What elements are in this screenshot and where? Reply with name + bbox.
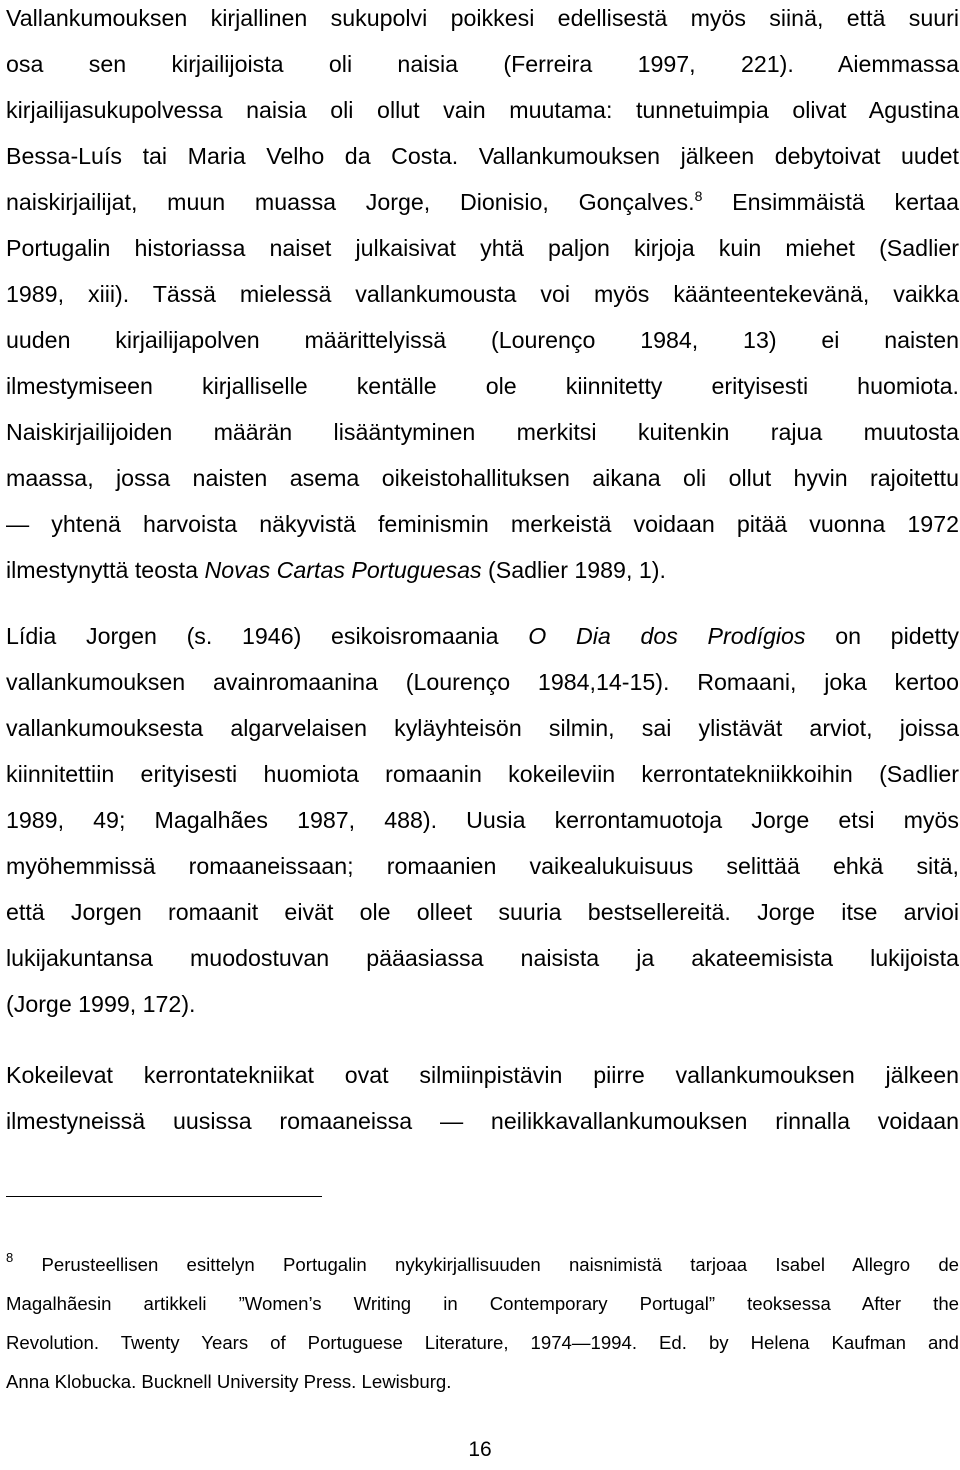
- text-span: osa sen kirjailijoista oli naisia (Ferreira 1997, 221). Aiemmassa: [6, 51, 959, 77]
- text-span: kiinnitettiin erityisesti huomiota romaanin kokeileviin kerrontatekniikkoihin (Sadlier: [6, 761, 959, 787]
- text-span: Bessa-Luís tai Maria Velho da Costa. Vallankumouksen jälkeen debytoivat uudet: [6, 143, 959, 169]
- text-line: [6, 1098, 959, 1144]
- text-span: Perusteellisen esittelyn Portugalin nykykirjallisuuden naisnimistä tarjoaa Isabel Allegro de: [13, 1254, 959, 1275]
- text-line: [6, 0, 959, 41]
- book-title: Novas Cartas Portuguesas: [204, 557, 482, 583]
- text-line: [6, 843, 959, 889]
- text-span: myöhemmissä romaaneissaan; romaanien vaikealukuisuus selittää ehkä sitä,: [6, 853, 959, 879]
- text-span: naiskirjailijat, muun muassa Jorge, Dionisio, Gonçalves.: [6, 189, 695, 215]
- text-line: [6, 133, 959, 179]
- footnote-separator: [6, 1196, 322, 1197]
- page-number: 16: [468, 1438, 492, 1461]
- text-span: kirjailijasukupolvessa naisia oli ollut vain muutama: tunnetuimpia olivat Agustina: [6, 97, 959, 123]
- text-span: 1989, 49; Magalhães 1987, 488). Uusia kerrontamuotoja Jorge etsi myös: [6, 807, 959, 833]
- text-line: [6, 935, 959, 981]
- text-span: — yhtenä harvoista näkyvistä feminismin merkeistä voidaan pitää vuonna 1972: [6, 511, 959, 537]
- text-line: [6, 1052, 959, 1098]
- text-line: [6, 797, 959, 843]
- text-line: [6, 87, 959, 133]
- text-span: (Jorge 1999, 172).: [6, 991, 196, 1017]
- text-span: että Jorgen romaanit eivät ole olleet suuria bestsellereitä. Jorge itse arvioi: [6, 899, 959, 925]
- text-line: [6, 1323, 959, 1362]
- text-line: [6, 317, 959, 363]
- text-span: Portugalin historiassa naiset julkaisivat yhtä paljon kirjoja kuin miehet (Sadlier: [6, 235, 959, 261]
- text-line: [6, 225, 959, 271]
- paragraph-3: [6, 1052, 959, 1144]
- footnote-reference: 8: [694, 188, 703, 204]
- text-line: [6, 1284, 959, 1323]
- text-span: ilmestymiseen kirjalliselle kentälle ole kiinnitetty erityisesti huomiota.: [6, 373, 959, 399]
- text-span: Naiskirjailijoiden määrän lisääntyminen merkitsi kuitenkin rajua muutosta: [6, 419, 959, 445]
- text-span: maassa, jossa naisten asema oikeistohallituksen aikana oli ollut hyvin rajoitettu: [6, 465, 959, 491]
- text-line: [6, 455, 959, 501]
- text-span: ilmestynyttä teosta: [6, 557, 205, 583]
- text-span: Kokeilevat kerrontatekniikat ovat silmiinpistävin piirre vallankumouksen jälkeen: [6, 1062, 959, 1088]
- text-line: [6, 1362, 959, 1401]
- text-span: ilmestyneissä uusissa romaaneissa — neilikkavallankumouksen rinnalla voidaan: [6, 1108, 959, 1134]
- text-span: Lídia Jorgen (s. 1946) esikoisromaania: [6, 623, 529, 649]
- book-title: O Dia dos Prodígios: [528, 623, 806, 649]
- text-line: [6, 705, 959, 751]
- text-line: [6, 363, 959, 409]
- text-line: [6, 501, 959, 547]
- text-span: Vallankumouksen kirjallinen sukupolvi poikkesi edellisestä myös siinä, että suuri: [6, 5, 959, 31]
- text-span: Ensimmäistä kertaa: [702, 189, 959, 215]
- text-line: [6, 271, 959, 317]
- text-span: uuden kirjailijapolven määrittelyissä (Lourenço 1984, 13) ei naisten: [6, 327, 959, 353]
- text-span: (Sadlier 1989, 1).: [481, 557, 666, 583]
- paragraph-1: [6, 0, 959, 593]
- text-span: Revolution. Twenty Years of Portuguese Literature, 1974—1994. Ed. by Helena Kaufman and: [6, 1332, 959, 1353]
- text-line: [6, 613, 959, 659]
- text-span: vallankumouksen avainromaanina (Lourenço 1984,14-15). Romaani, joka kertoo: [6, 669, 959, 695]
- text-line: [6, 1245, 959, 1284]
- text-line: [6, 981, 959, 1027]
- text-span: vallankumouksesta algarvelaisen kyläyhteisön silmin, sai ylistävät arviot, joissa: [6, 715, 959, 741]
- text-span: 1989, xiii). Tässä mielessä vallankumousta voi myös käänteentekevänä, vaikka: [6, 281, 959, 307]
- footnote: [6, 1245, 959, 1401]
- footnote-number: 8: [6, 1250, 14, 1265]
- text-line: [6, 547, 959, 593]
- text-span: Magalhãesin artikkeli ”Women’s Writing in Contemporary Portugal” teoksessa After the: [6, 1293, 959, 1314]
- text-span: on pidetty: [805, 623, 959, 649]
- text-line: [6, 889, 959, 935]
- paragraph-2: [6, 613, 959, 1027]
- text-span: lukijakuntansa muodostuvan pääasiassa naisista ja akateemisista lukijoista: [6, 945, 959, 971]
- text-span: Anna Klobucka. Bucknell University Press. Lewisburg.: [6, 1371, 452, 1392]
- text-line: [6, 409, 959, 455]
- text-line: [6, 41, 959, 87]
- text-line: [6, 659, 959, 705]
- text-line: [6, 751, 959, 797]
- text-line: [6, 179, 959, 225]
